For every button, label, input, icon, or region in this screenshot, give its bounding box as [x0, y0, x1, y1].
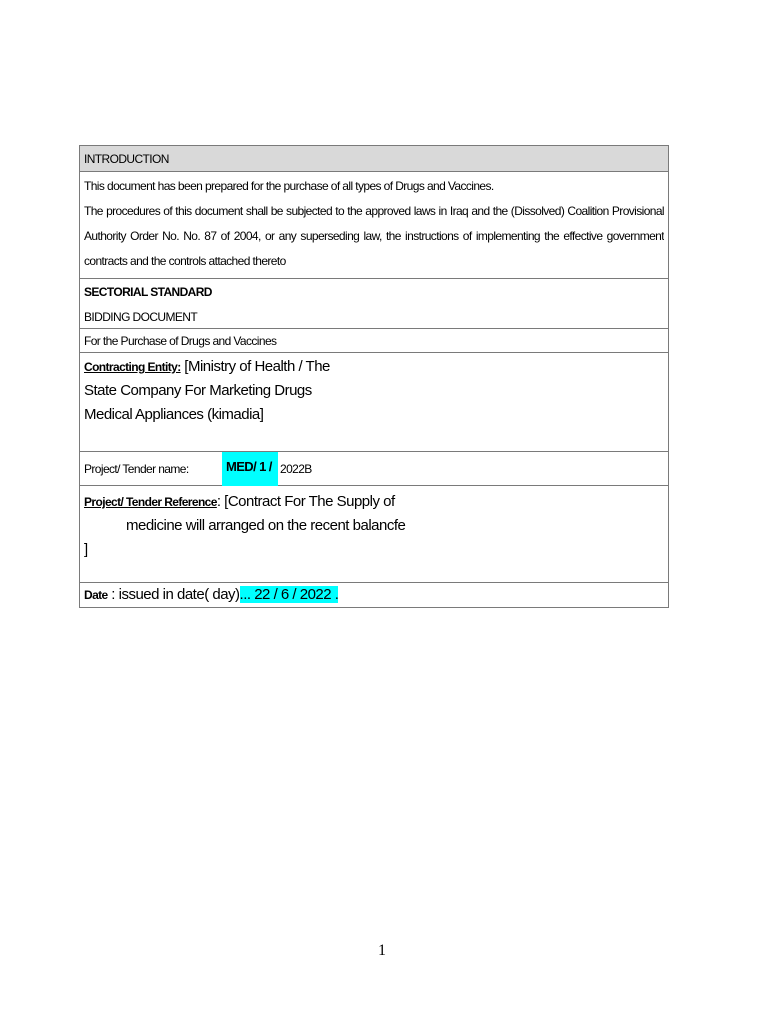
purchase-line-text: For the Purchase of Drugs and Vaccines	[84, 334, 277, 348]
tender-reference-line-1: : [Contract For The Supply of	[216, 493, 395, 510]
bidding-document-table	[79, 145, 669, 608]
contracting-entity-line-2: State Company For Marketing Drugs	[84, 382, 312, 399]
intro-line-4: contracts and the controls attached thereto	[84, 254, 286, 268]
introduction-heading-text: INTRODUCTION	[84, 152, 169, 166]
tender-reference-label: Project/ Tender Reference	[84, 495, 217, 509]
date-label: Date	[84, 588, 108, 602]
project-tender-name-row	[80, 452, 668, 486]
intro-line-2: The procedures of this document shall be subjected to the approved laws in Iraq and the (Dissolved) Coalition Provisional	[84, 204, 664, 218]
intro-line-1: This document has been prepared for the purchase of all types of Drugs and Vaccines.	[84, 179, 494, 193]
page-number: 1	[378, 942, 386, 959]
tender-reference-line-3: ]	[84, 541, 88, 558]
tender-code-highlight: MED/ 1 /	[222, 452, 278, 486]
contracting-entity-line-3: Medical Appliances (kimadia]	[84, 406, 264, 423]
introduction-heading	[80, 146, 668, 172]
contracting-entity-label: Contracting Entity:	[84, 360, 181, 374]
tender-year: 2022B	[280, 462, 312, 476]
date-row	[80, 583, 668, 607]
date-value-highlight: ... 22 / 6 / 2022 .	[239, 586, 339, 603]
bidding-document-subtitle: BIDDING DOCUMENT	[84, 310, 198, 324]
project-tender-name-label: Project/ Tender name:	[84, 462, 189, 476]
intro-line-3: Authority Order No. No. 87 of 2004, or any superseding law, the instructions of implementing the effective government	[84, 229, 664, 243]
introduction-body	[80, 172, 668, 279]
date-issued-text: : issued in date( day)	[107, 586, 240, 603]
purchase-line	[80, 329, 668, 353]
project-tender-reference-section	[80, 486, 668, 583]
sectoral-standard-title: SECTORIAL STANDARD	[84, 285, 212, 299]
tender-reference-line-2: medicine will arranged on the recent balancfe	[126, 517, 406, 534]
contracting-entity-section	[80, 353, 668, 452]
sectoral-standard-section	[80, 279, 668, 329]
contracting-entity-line-1: [Ministry of Health / The	[180, 358, 330, 375]
